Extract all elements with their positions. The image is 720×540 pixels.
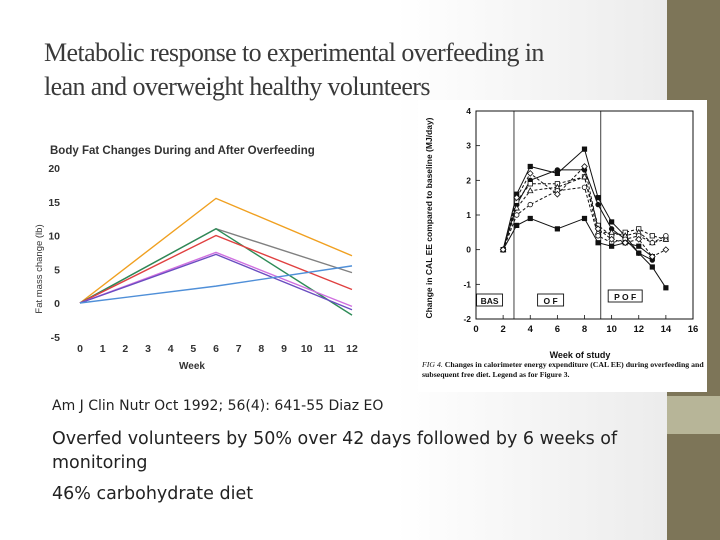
data-point [555, 227, 559, 231]
data-point [582, 185, 587, 190]
bullet-text-diet: 46% carbohydrate diet [52, 484, 254, 504]
x-tick-label: 0 [473, 324, 479, 335]
x-tick-label: 2 [500, 324, 506, 335]
bullet-text-overfeeding: Overfed volunteers by 50% over 42 days followed by 6 weeks of monitoring [52, 429, 618, 473]
data-point [582, 216, 586, 220]
x-tick-label: 1 [99, 343, 106, 355]
y-tick-label: 15 [48, 196, 60, 209]
body-fat-chart-ylabel: Fat mass change (lb) [34, 224, 45, 314]
data-point [609, 220, 613, 224]
y-tick-label: 5 [54, 264, 60, 277]
phase-label: O F [543, 296, 558, 306]
y-tick-label: 0 [54, 298, 60, 310]
data-point [664, 234, 669, 239]
y-tick-label: 0 [466, 244, 471, 255]
energy-series-line-7 [503, 166, 666, 256]
x-tick-label: 9 [281, 343, 287, 355]
x-tick-label: 11 [323, 343, 335, 355]
data-point [514, 213, 519, 218]
x-tick-label: 14 [660, 324, 672, 335]
x-tick-label: 4 [167, 343, 174, 355]
body-fat-chart [30, 136, 370, 376]
data-point [596, 195, 600, 199]
energy-chart-caption [422, 360, 704, 392]
x-tick-label: 8 [581, 324, 588, 335]
energy-chart-xlabel: Week of study [549, 350, 611, 360]
data-point [596, 202, 601, 207]
sidebar-bar-bottom [667, 434, 720, 540]
data-point [514, 223, 518, 227]
data-point [637, 244, 641, 248]
data-point [636, 251, 641, 256]
data-point [555, 168, 560, 173]
data-point [664, 286, 668, 290]
y-tick-label: 20 [48, 163, 60, 175]
data-point [528, 164, 532, 168]
data-point [650, 240, 655, 245]
sidebar-bar-mid [667, 396, 720, 434]
x-tick-label: 8 [258, 343, 265, 355]
energy-chart-ylabel: Change in CAL EE compared to baseline (MJ/day) [424, 117, 434, 319]
y-tick-label: -1 [463, 279, 471, 290]
y-tick-label: 10 [48, 230, 60, 243]
x-tick-label: 12 [346, 343, 358, 355]
data-point [650, 265, 654, 269]
x-tick-label: 4 [527, 324, 533, 335]
data-point [663, 247, 669, 253]
x-tick-label: 6 [213, 343, 219, 355]
x-tick-label: 6 [554, 324, 561, 335]
data-point [596, 241, 600, 245]
energy-chart-caption-lead: FIG 4. [422, 360, 443, 369]
plot-frame [476, 111, 693, 319]
data-point [650, 234, 654, 238]
y-tick-label: 3 [466, 140, 471, 151]
phase-label: P O F [614, 292, 637, 302]
citation-text: Am J Clin Nutr Oct 1992; 56(4): 641-55 Diaz EO [52, 398, 384, 414]
y-tick-label: -5 [50, 331, 60, 344]
body-fat-chart-title: Body Fat Changes During and After Overfeeding [50, 145, 315, 157]
series-line-2 [80, 229, 352, 303]
slide-title-line-1: Metabolic response to experimental overfeeding in [44, 38, 544, 67]
data-point [528, 216, 532, 220]
energy-series-line-6 [503, 218, 652, 256]
y-tick-label: 2 [466, 175, 471, 186]
phase-label: BAS [480, 296, 499, 306]
x-tick-label: 10 [606, 324, 617, 335]
x-tick-label: 2 [122, 343, 129, 355]
energy-expenditure-chart [418, 100, 707, 392]
x-tick-label: 0 [77, 343, 83, 355]
data-point [528, 202, 533, 207]
slide-title-line-2: lean and overweight healthy volunteers [44, 72, 430, 101]
data-point [528, 182, 532, 186]
x-tick-label: 3 [145, 343, 151, 355]
x-tick-label: 7 [235, 343, 242, 355]
data-point [609, 244, 613, 248]
x-tick-label: 16 [687, 324, 699, 335]
energy-chart-caption-text: Changes in calorimeter energy expenditure (CAL EE) during overfeeding and subsequent free diet. Legend as for Figure 3. [422, 360, 704, 379]
x-tick-label: 10 [300, 343, 313, 355]
x-tick-label: 12 [633, 324, 645, 335]
y-tick-label: 4 [466, 106, 471, 116]
slide-title [44, 36, 644, 104]
data-point [596, 234, 601, 239]
energy-series-line-2 [503, 170, 652, 260]
body-fat-chart-xlabel: Week [179, 361, 205, 372]
y-tick-label: 1 [466, 210, 471, 220]
data-point [582, 147, 586, 151]
x-tick-label: 5 [190, 343, 197, 355]
y-tick-label: -2 [463, 314, 471, 324]
